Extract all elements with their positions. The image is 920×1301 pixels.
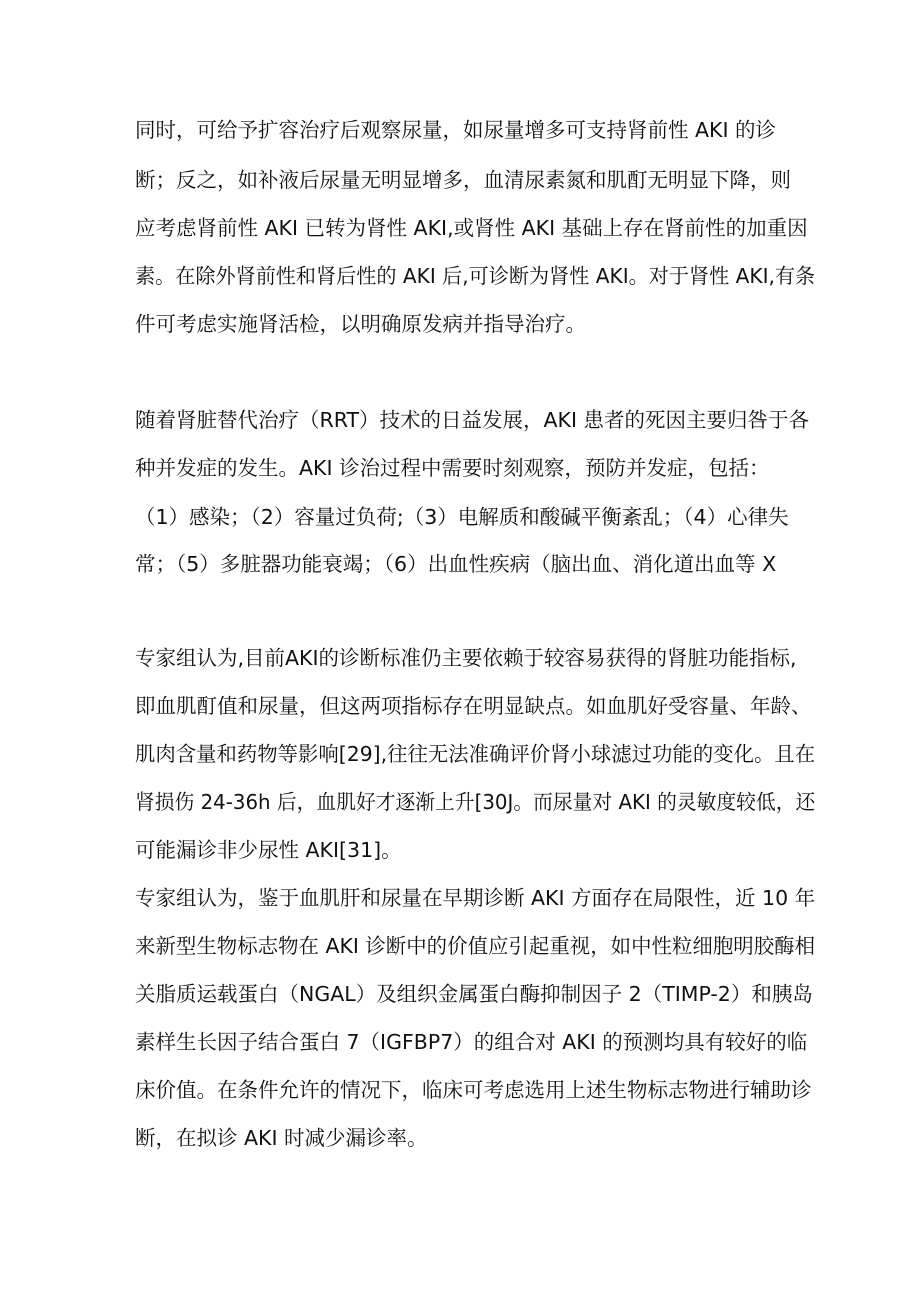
text-line: 件可考虑实施肾活检，以明确原发病并指导治疗。 [135,312,586,336]
text-line: 床价值。在条件允许的情况下，临床可考虑选用上述生物标志物进行辅助诊 [135,1078,812,1102]
text-line: 应考虑肾前性 AKI 已转为肾性 AKI,或肾性 AKI 基础上存在肾前性的加重因 [135,216,808,240]
text-line: 素样生长因子结合蛋白 7（IGFBP7）的组合对 AKI 的预测均具有较好的临 [135,1030,808,1054]
text-line: 可能漏诊非少尿性 AKI[31]。 [135,838,402,862]
text-line: 同时，可给予扩容治疗后观察尿量，如尿量增多可支持肾前性 AKI 的诊 [135,118,777,142]
text-line: 常；（5）多脏器功能衰竭；（6）出血性疾病（脑出血、消化道出血等 X [135,552,777,576]
text-line: 随着肾脏替代治疗（RRT）技术的日益发展，AKI 患者的死因主要归咎于各 [135,408,810,432]
text-line: 专家组认为,目前AKI的诊断标准仍主要依赖于较容易获得的肾脏功能指标, [135,646,797,670]
text-line: 肾损伤 24-36h 后，血肌好才逐渐上升[30J。而尿量对 AKI 的灵敏度较低，还 [135,790,816,814]
text-line: 肌肉含量和药物等影响[29],往往无法准确评价肾小球滤过功能的变化。且在 [135,742,816,766]
text-line: 断，在拟诊 AKI 时减少漏诊率。 [135,1126,428,1150]
text-line: 种并发症的发生。AKI 诊治过程中需要时刻观察，预防并发症，包括： [135,456,770,480]
text-line: 即血肌酊值和尿量，但这两项指标存在明显缺点。如血肌好受容量、年龄、 [135,694,812,718]
text-line: 专家组认为，鉴于血肌肝和尿量在早期诊断 AKI 方面存在局限性，近 10 年 [135,886,816,910]
text-line: 关脂质运载蛋白（NGAL）及组织金属蛋白酶抑制因子 2（TIMP-2）和胰岛 [135,982,813,1006]
text-line: 素。在除外肾前性和肾后性的 AKI 后,可诊断为肾性 AKI。对于肾性 AKI,有条 [135,264,816,288]
text-line: 断；反之，如补液后尿量无明显增多，血清尿素氮和肌酊无明显下降，则 [135,168,791,192]
text-line: 来新型生物标志物在 AKI 诊断中的价值应引起重视，如中性粒细胞明胶酶相 [135,934,816,958]
text-line: （1）感染；（2）容量过负荷;（3）电解质和酸碱平衡紊乱；（4）心律失 [135,505,789,529]
